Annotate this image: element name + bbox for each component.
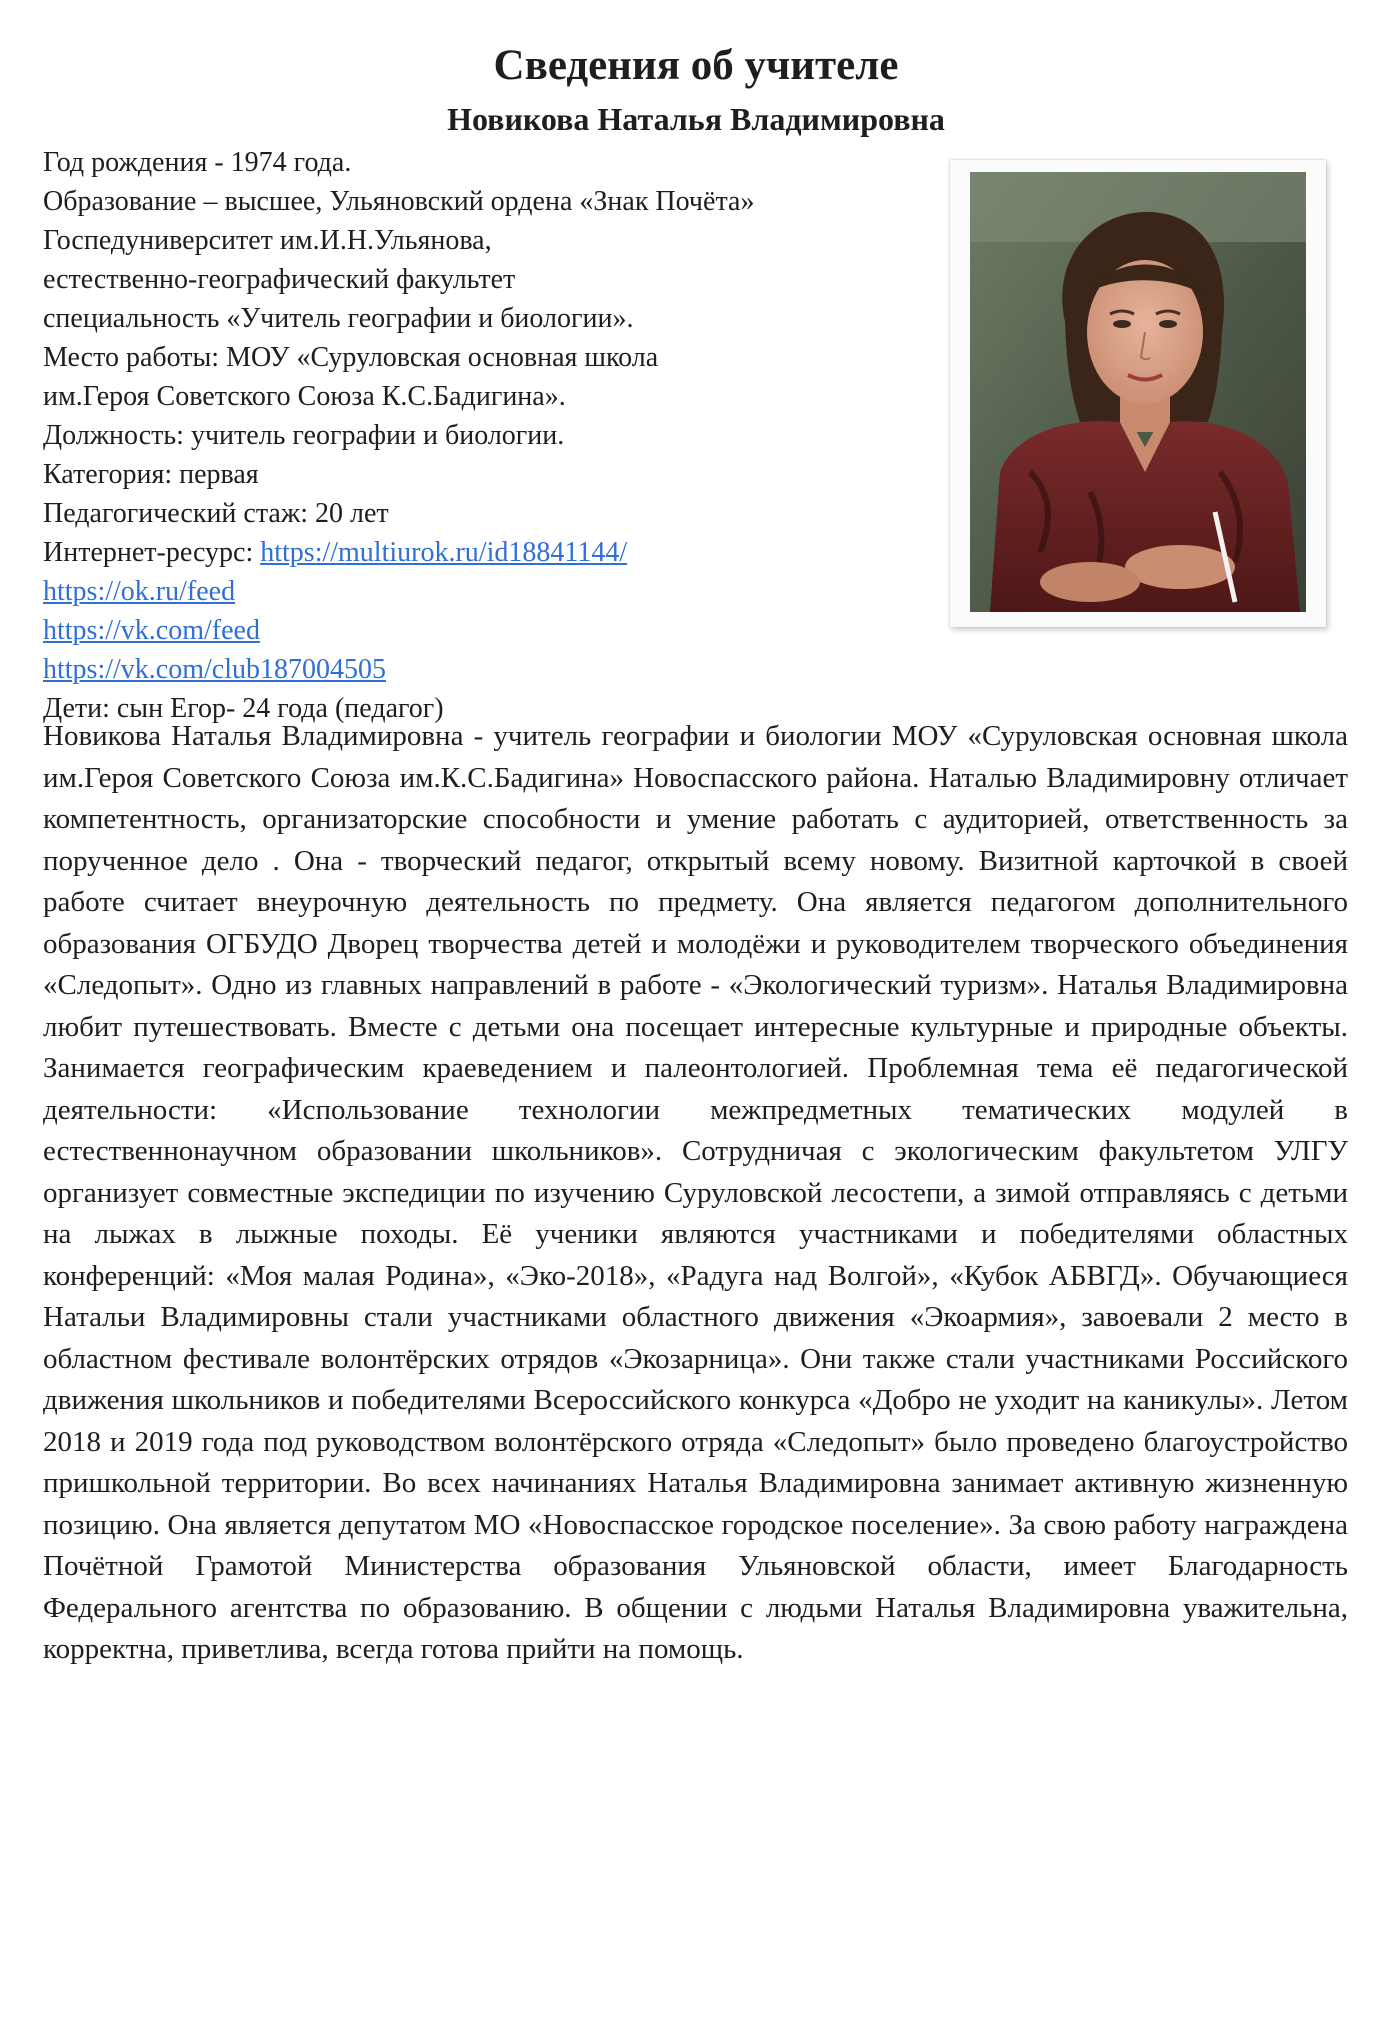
education-line-2: Госпедуниверситет им.И.Н.Ульянова,	[43, 225, 492, 256]
workplace-line-1: Место работы: МОУ «Суруловская основная школа	[43, 342, 659, 373]
internet-resource-line	[43, 533, 923, 572]
link-ok[interactable]: https://ok.ru/feed	[43, 576, 236, 607]
teacher-name: Новикова Наталья Владимировна	[447, 101, 945, 137]
birth-year: Год рождения - 1974 года.	[43, 147, 352, 178]
experience: Педагогический стаж: 20 лет	[43, 498, 389, 529]
education-line-1: Образование – высшее, Ульяновский ордена «Знак Почёта»	[43, 186, 755, 217]
teacher-biography: Новикова Наталья Владимировна - учитель географии и биологии МОУ «Суруловская основная школа им.Героя Советского Союза им.К.С.Бадигина» Новоспасского района. Наталью Владимировну отличает компетентность, организаторские способности и умение работать с аудиторией, ответственность за порученное дело . Она - творческий педагог, открытый всему новому. Визитной карточкой в своей работе считает внеурочную деятельность по предмету. Она является педагогом дополнительного образования ОГБУДО Дворец творчества детей и молодёжи и руководителем творческого объединения «Следопыт». Одно из главных направлений в работе - «Экологический туризм». Наталья Владимировна любит путешествовать. Вместе с детьми она посещает интересные культурные и природные объекты. Занимается географическим краеведением и палеонтологией. Проблемная тема её педагогической деятельности: «Использование технологии межпредметных тематических модулей в естественнонаучном образовании школьников». Сотрудничая с экологическим факультетом УЛГУ организует совместные экспедиции по изучению Суруловской лесостепи, а зимой отправляясь с детьми на лыжах в лыжные походы. Её ученики являются участниками и победителями областных конференций: «Моя малая Родина», «Эко-2018», «Радуга над Волгой», «Кубок АБВГД». Обучающиеся Натальи Владимировны стали участниками областного движения «Экоармия», завоевали 2 место в областном фестивале волонтёрских отрядов «Экозарница». Они также стали участниками Российского движения школьников и победителями Всероссийского конкурса «Добро не уходит на каникулы». Летом 2018 и 2019 года под руководством волонтёрского отряда «Следопыт» было проведено благоустройство пришкольной территории. Во всех начинаниях Наталья Владимировна занимает активную жизненную позицию. Она является депутатом МО «Новоспасское городское поселение». За свою работу награждена Почётной Грамотой Министерства образования Ульяновской области, имеет Благодарность Федерального агентства по образованию. В общении с людьми Наталья Владимировна уважительна, корректна, приветлива, всегда готова прийти на помощь.	[43, 720, 1348, 1665]
education-line-3: естественно-географический факультет	[43, 264, 516, 295]
workplace-line-2: им.Героя Советского Союза К.С.Бадигина».	[43, 381, 566, 412]
link-multiurok[interactable]: https://multiurok.ru/id18841144/	[260, 537, 628, 568]
children: Дети: сын Егор- 24 года (педагог)	[43, 693, 444, 724]
teacher-photo-frame	[950, 160, 1326, 627]
link-vk-club[interactable]: https://vk.com/club187004505	[43, 654, 386, 685]
category: Категория: первая	[43, 459, 259, 490]
link-vk-feed[interactable]: https://vk.com/feed	[43, 615, 260, 646]
education-line-4: специальность «Учитель географии и биологии».	[43, 303, 634, 334]
teacher-photo	[970, 172, 1306, 612]
position: Должность: учитель географии и биологии.	[43, 420, 565, 451]
teacher-info	[43, 143, 923, 728]
page-title: Сведения об учителе	[493, 42, 899, 89]
internet-resource-label: Интернет-ресурс:	[43, 537, 261, 568]
